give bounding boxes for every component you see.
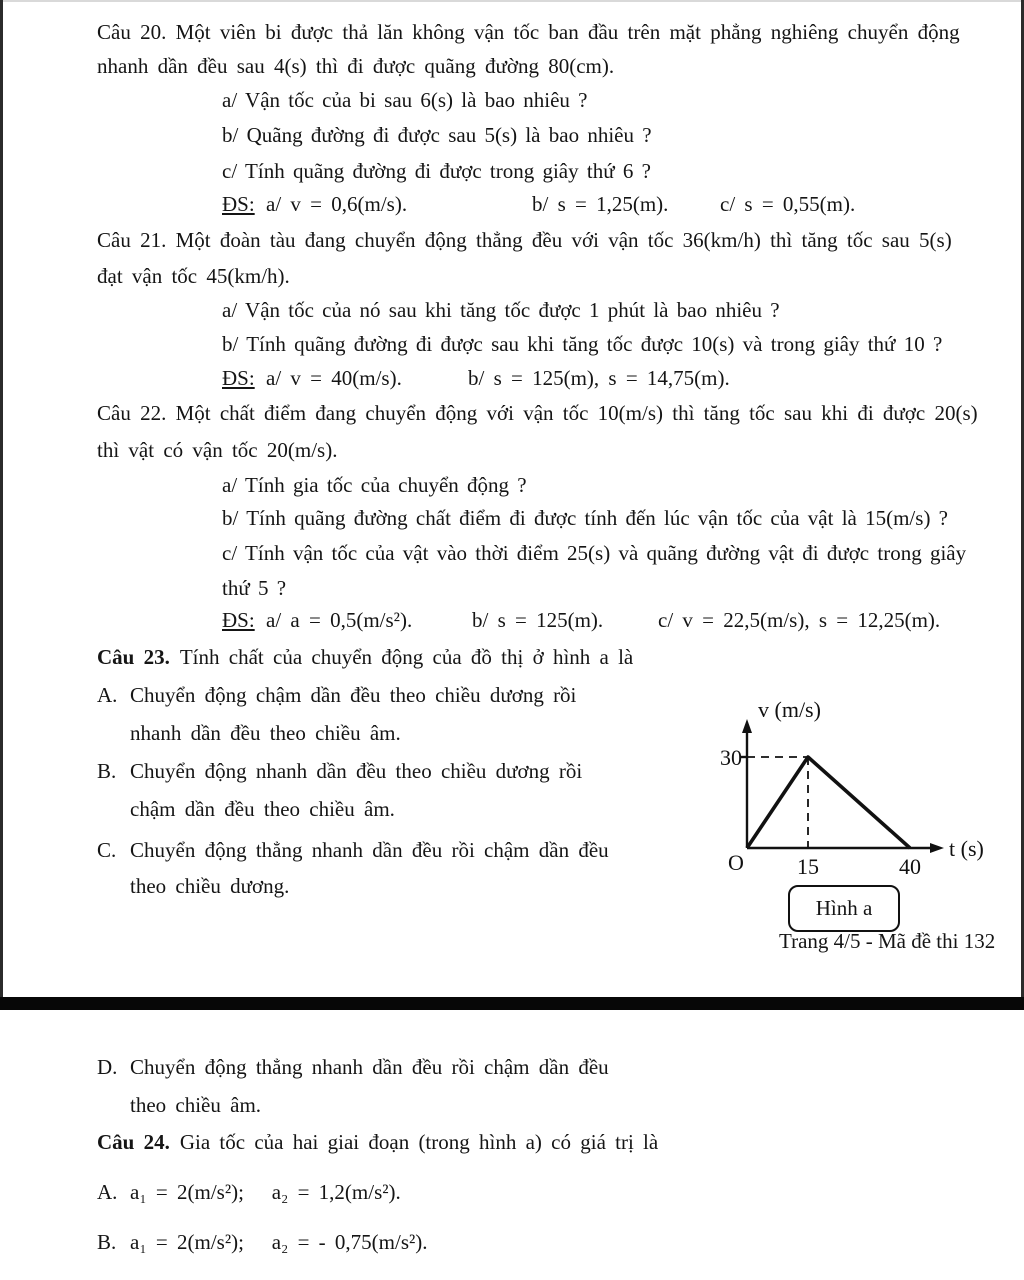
q21-line2: đạt vận tốc 45(km/h). [97,264,290,288]
ds-label: ĐS: [222,366,255,390]
ds-label: ĐS: [222,192,255,216]
x-axis-label: t (s) [949,836,984,861]
x-axis-arrow [930,843,944,853]
q21-answer-b: b/ s = 125(m), s = 14,75(m). [468,366,730,390]
page-footer: Trang 4/5 - Mã đề thi 132 [779,929,996,953]
q22-item-c-cont: thứ 5 ? [222,576,287,600]
q22-item-b: b/ Tính quãng đường chất điểm đi được tính đến lúc vận tốc của vật là 15(m/s) ? [222,506,949,530]
figure-caption: Hình a [815,896,873,920]
q20-answer-c: c/ s = 0,55(m). [720,192,856,216]
y-axis-arrow [742,719,752,733]
option-text: Chuyển động thẳng nhanh dần đều rồi chậm dần đều [130,838,609,862]
x-tick-40: 40 [899,854,921,879]
q23-option-a-line2: nhanh dần đều theo chiều âm. [130,721,401,745]
option-letter: A. [97,683,118,707]
q21-item-a: a/ Vận tốc của nó sau khi tăng tốc được 1 phút là bao nhiêu ? [222,298,780,322]
q21-line1: Câu 21. Một đoàn tàu đang chuyển động thẳng đều với vận tốc 36(km/h) thì tăng tốc sau 5(s) [97,228,952,252]
q24-label: Câu 24. [97,1130,170,1154]
x-tick-15: 15 [797,854,819,879]
ds-label: ĐS: [222,608,255,632]
q23-option-c-line2: theo chiều dương. [130,874,290,898]
page-left-edge [0,0,3,1010]
origin-label: O [728,850,744,875]
q22-answer-b: b/ s = 125(m). [472,608,604,632]
page-break-bar [0,997,1024,1010]
q22-line2: thì vật có vận tốc 20(m/s). [97,438,338,462]
option-letter: B. [97,1230,117,1254]
q20-answer-label [222,192,255,217]
q20-item-b: b/ Quãng đường đi được sau 5(s) là bao nhiêu ? [222,123,652,147]
velocity-time-graph [700,695,1000,880]
velocity-line [747,757,910,848]
q23-label: Câu 23. [97,645,170,669]
q20-answer-b: b/ s = 1,25(m). [532,192,669,216]
q21-item-b: b/ Tính quãng đường đi được sau khi tăng tốc được 10(s) và trong giây thứ 10 ? [222,332,943,356]
q20-line1: Câu 20. Một viên bi được thả lăn không vận tốc ban đầu trên mặt phẳng nghiêng chuyển động [97,20,960,44]
q22-item-a: a/ Tính gia tốc của chuyển động ? [222,473,527,497]
q23-title-line [97,645,633,670]
q22-item-c: c/ Tính vận tốc của vật vào thời điểm 25(s) và quãng đường vật đi được trong giây [222,541,967,565]
q20-item-c: c/ Tính quãng đường đi được trong giây thứ 6 ? [222,159,651,183]
q21-answer-a: a/ v = 40(m/s). [266,366,402,390]
option-letter: A. [97,1180,118,1204]
option-letter: B. [97,759,117,783]
q23-option-d-line1 [97,1055,609,1080]
q20-item-a: a/ Vận tốc của bi sau 6(s) là bao nhiêu ? [222,88,588,112]
y-tick-30: 30 [720,745,742,770]
option-text: Chuyển động chậm dần đều theo chiều dương rồi [130,683,577,707]
q24-title-line [97,1130,658,1155]
q22-answer-c: c/ v = 22,5(m/s), s = 12,25(m). [658,608,941,632]
q24-option-a-formula: a₁ = 2(m/s²); a₂ = 1,2(m/s²). [130,1180,401,1204]
q22-answer-a: a/ a = 0,5(m/s²). [266,608,413,632]
y-axis-label: v (m/s) [758,697,821,722]
option-letter: D. [97,1055,118,1079]
q20-answer-a: a/ v = 0,6(m/s). [266,192,408,216]
q23-option-c-line1 [97,838,609,863]
q24-option-b-formula: a₁ = 2(m/s²); a₂ = - 0,75(m/s²). [130,1230,428,1254]
q23-title: Tính chất của chuyển động của đồ thị ở hình a là [179,645,634,669]
q23-option-a-line1 [97,683,576,708]
option-text: Chuyển động nhanh dần đều theo chiều dương rồi [130,759,583,783]
option-text: Chuyển động thẳng nhanh dần đều rồi chậm dần đều [130,1055,609,1079]
q22-line1: Câu 22. Một chất điểm đang chuyển động với vận tốc 10(m/s) thì tăng tốc sau khi đi được 20(s) [97,401,978,425]
q23-option-d-line2: theo chiều âm. [130,1093,262,1117]
q24-option-a [97,1180,401,1205]
q20-line2: nhanh dần đều sau 4(s) thì đi được quãng đường 80(cm). [97,54,615,78]
page-top-edge [0,0,1024,2]
q23-option-b-line2: chậm dần đều theo chiều âm. [130,797,395,821]
q24-option-b [97,1230,428,1255]
q21-answer-label [222,366,255,391]
graph-svg [700,695,1000,880]
option-letter: C. [97,838,117,862]
q23-option-b-line1 [97,759,582,784]
q24-title: Gia tốc của hai giai đoạn (trong hình a) có giá trị là [179,1130,659,1154]
figure-caption-box [788,885,900,932]
q22-answer-label [222,608,255,633]
